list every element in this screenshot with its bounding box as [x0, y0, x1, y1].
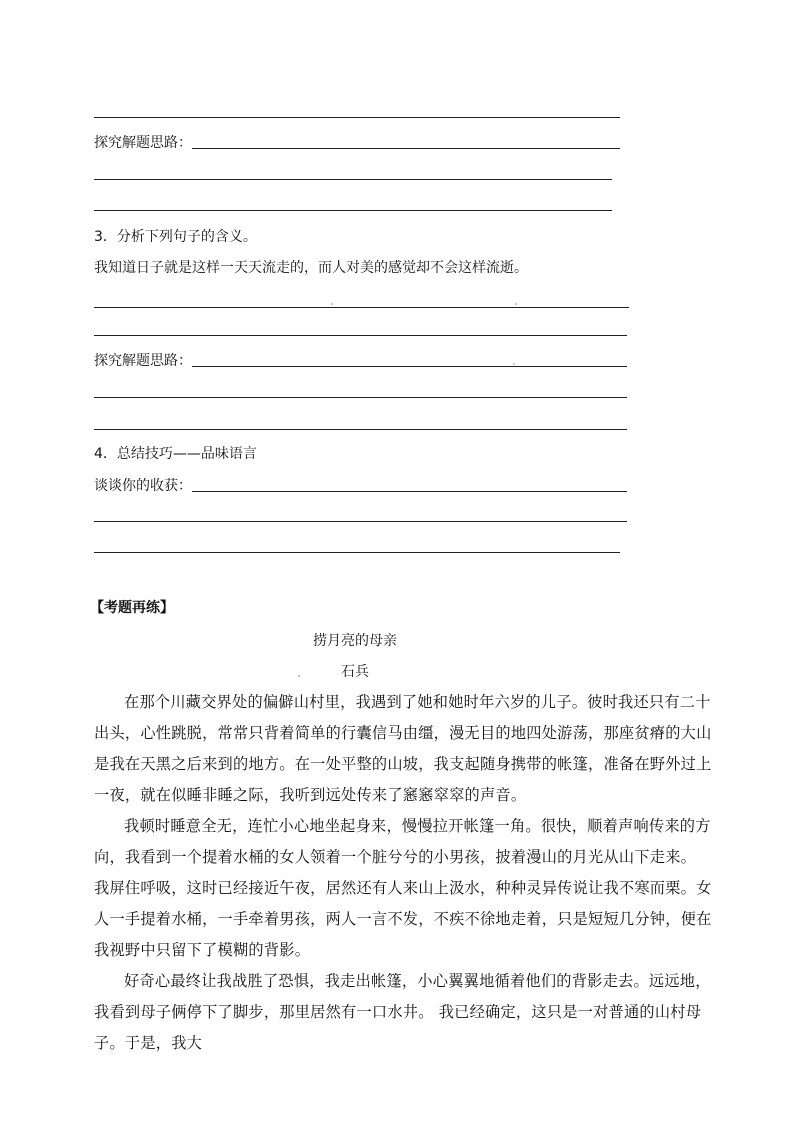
- article-paragraph-1: 在那个川藏交界处的偏僻山村里，我遇到了她和她时年六岁的儿子。彼时我还只有二十出头，心性跳脱，常常只背着简单的行囊信马由缰，漫无目的地四处游荡，那座贫瘠的大山是我在天黑之后来到的地方。在一处平整的山坡，我支起随身携带的帐篷，准备在野外过上一夜，就在似睡非睡之际，我听到远处传来了窸窸窣窣的声音。: [94, 693, 712, 804]
- answer-line: [192, 148, 620, 149]
- speck: [515, 303, 517, 305]
- answer-line: [192, 366, 627, 367]
- answer-line: [94, 210, 612, 211]
- practice-heading: 【考题再练】: [90, 600, 174, 616]
- speck: [331, 303, 333, 305]
- q2-think-label: 探究解题思路：: [94, 135, 192, 151]
- answer-line: [94, 335, 627, 336]
- answer-line: [94, 117, 620, 118]
- q3-title: 3．分析下列句子的含义。: [94, 229, 257, 245]
- answer-line: [94, 429, 627, 430]
- answer-line: [94, 179, 612, 180]
- q4-title: 4．总结技巧——品味语言: [94, 446, 257, 462]
- article-author: 石兵: [341, 664, 369, 680]
- q3-think-label: 探究解题思路：: [94, 353, 192, 369]
- speck: [513, 363, 515, 365]
- answer-line: [94, 521, 627, 522]
- q4-harvest-label: 谈谈你的收获：: [94, 478, 192, 494]
- answer-line: [94, 307, 629, 308]
- answer-line: [192, 491, 627, 492]
- q3-sentence: 我知道日子就是这样一天天流走的，而人对美的感觉却不会这样流逝。: [94, 260, 528, 276]
- article-paragraph-2: 我顿时睡意全无，连忙小心地坐起身来，慢慢拉开帐篷一角。很快，顺着声响传来的方向，我看到一个提着水桶的女人领着一个脏兮兮的小男孩，披着漫山的月光从山下走来。: [94, 817, 711, 866]
- answer-line: [94, 397, 627, 398]
- article-paragraph-3: 我屏住呼吸，这时已经接近午夜，居然还有人来山上汲水，种种灵异传说让我不寒而栗。女人一手提着水桶，一手牵着男孩，两人一言不发，不疾不徐地走着，只是短短几分钟，便在我视野中只留下了模糊的背影。: [94, 879, 712, 959]
- answer-line: [94, 552, 620, 553]
- article-title: 捞月亮的母亲: [313, 633, 397, 649]
- article-paragraph-4: 好奇心最终让我战胜了恐惧，我走出帐篷，小心翼翼地循着他们的背影走去。远远地，我看到母子俩停下了脚步，那里居然有一口水井。 我已经确定，这只是一对普通的山村母子。于是，我大: [94, 972, 711, 1052]
